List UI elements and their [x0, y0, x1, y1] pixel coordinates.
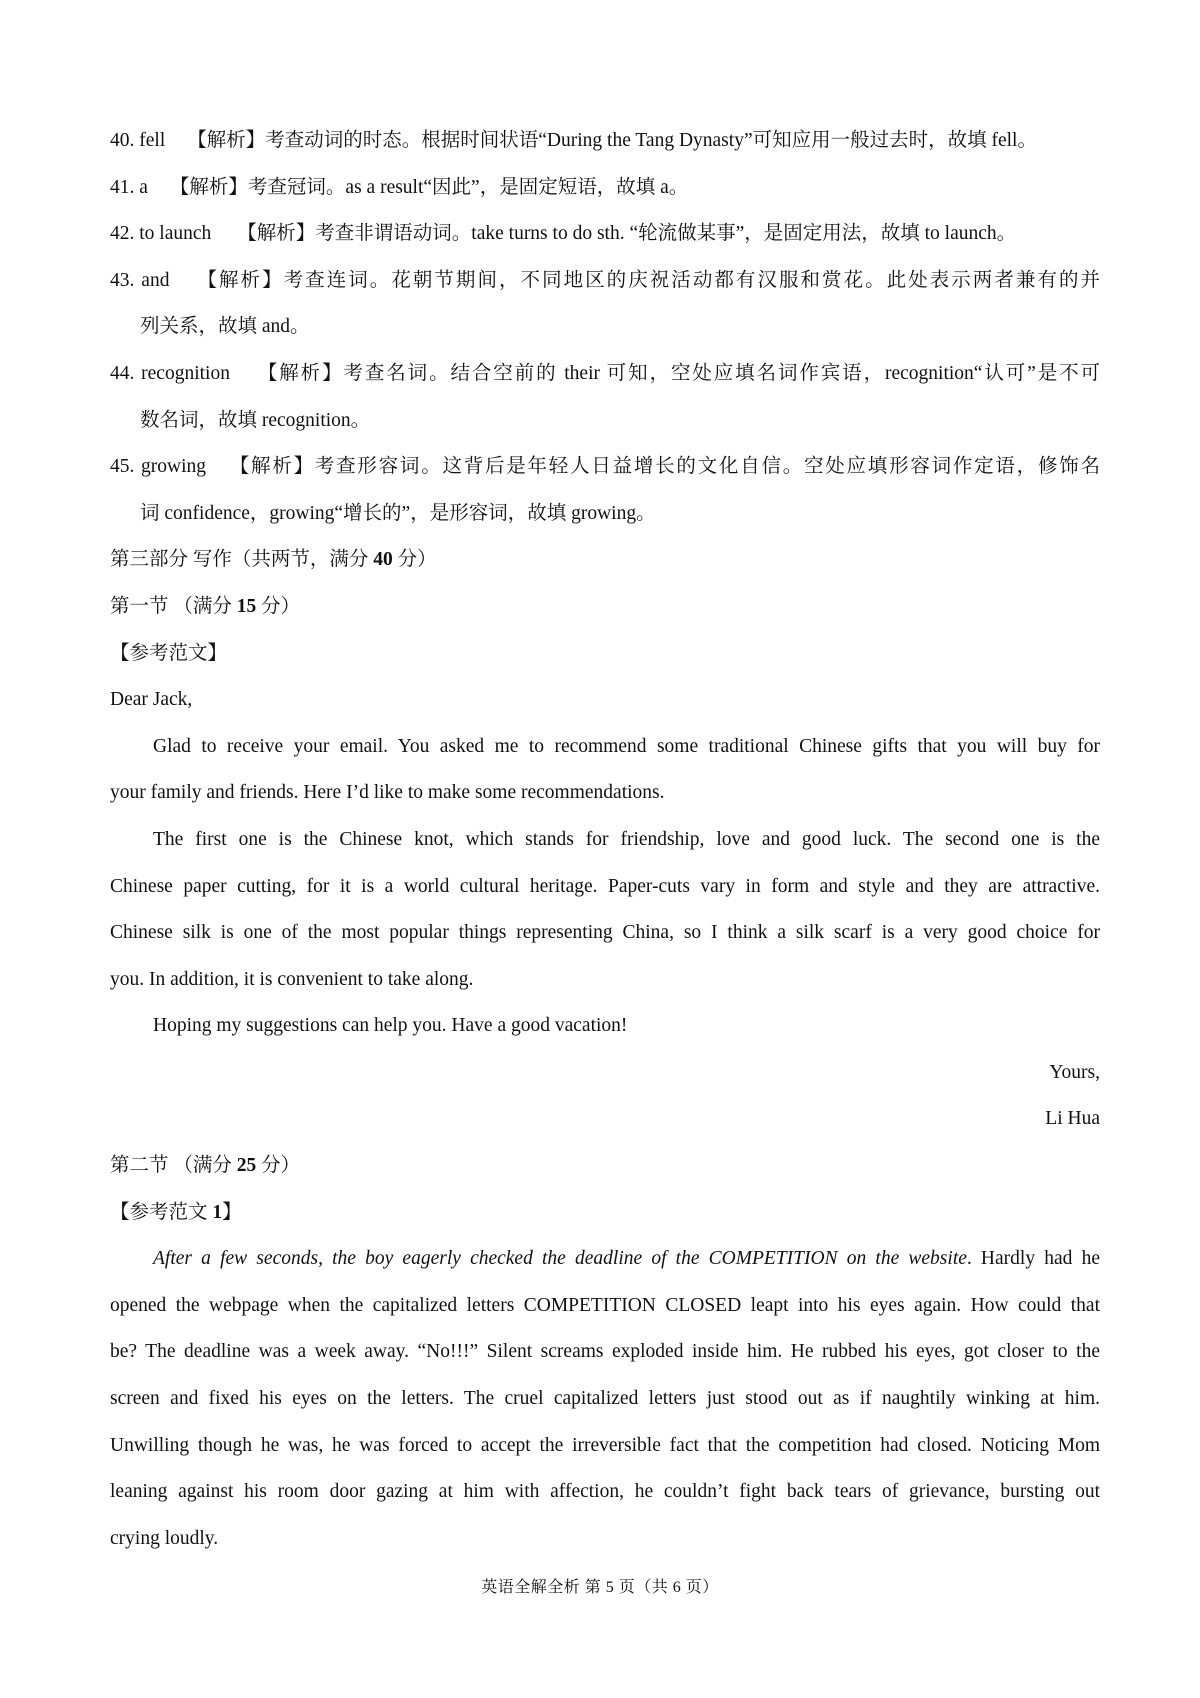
letter-paragraph-1-line-1: Glad to receive your email. You asked me to recommend some traditional Chinese gifts that you will buy for [153, 735, 1100, 757]
answer-41 [110, 165, 1100, 212]
letter-signature: Li Hua [1045, 1108, 1100, 1130]
answer-number: 40. fell [110, 130, 166, 151]
letter-closing: Yours, [1049, 1061, 1100, 1083]
part3-score: 40 [373, 549, 393, 571]
answer-44 [110, 351, 1100, 398]
analysis-tag: 【解析】 [187, 130, 266, 151]
section1-heading [110, 584, 1100, 631]
analysis-tag: 【解析】 [228, 456, 315, 478]
part3-heading [110, 537, 1100, 584]
analysis-tag: 【解析】 [237, 223, 316, 245]
analysis-tag: 【解析】 [169, 176, 248, 198]
letter-paragraph-2-line-1: The first one is the Chinese knot, which stands for friendship, love and good luck. The second one is the [153, 828, 1100, 850]
answer-43 [110, 258, 1100, 305]
letter-salutation: Dear Jack, [110, 689, 193, 711]
answer-45 [110, 444, 1100, 491]
essay-given-sentence: After a few seconds, the boy eagerly checked the deadline of the COMPETITION on the website [153, 1248, 967, 1270]
essay-line-6: leaning against his room door gazing at him with affection, he couldn’t fight back tears of grievance, bursting out [110, 1481, 1100, 1503]
answer-45-continued: 词 confidence，growing“增长的”，是形容词，故填 growing。 [140, 502, 656, 524]
answer-number: 42. to launch [110, 223, 212, 245]
reference-label-close: 】 [222, 1201, 242, 1223]
section1-reference-label: 【参考范文】 [110, 642, 228, 664]
page-footer: 英语全解全析 第 5 页（共 6 页） [481, 1579, 719, 1596]
answer-40 [110, 118, 1100, 165]
section2-heading-text: 第二节 （满分 [110, 1155, 237, 1177]
section2-reference-label [110, 1190, 1100, 1237]
section2-heading [110, 1143, 1100, 1190]
answer-44-continued: 数名词，故填 recognition。 [140, 409, 371, 431]
answer-43-continued: 列关系，故填 and。 [140, 316, 310, 338]
letter-paragraph-2-line-2: Chinese paper cutting, for it is a world cultural heritage. Paper-cuts vary in form and style and they are attractive. [110, 875, 1100, 897]
answer-number: 43. and [110, 269, 170, 291]
letter-paragraph-2-line-3: Chinese silk is one of the most popular things representing China, so I think a silk scarf is a very good choice for [110, 922, 1100, 944]
reference-label-text: 【参考范文 [110, 1201, 213, 1223]
analysis-text: 考查冠词。as a result“因此”，是固定短语，故填 a。 [247, 176, 689, 198]
answer-number: 44. recognition [110, 362, 230, 384]
analysis-text: 考查连词。花朝节期间，不同地区的庆祝活动都有汉服和赏花。此处表示两者兼有的并 [283, 269, 1100, 291]
essay-line-4: screen and fixed his eyes on the letters. The cruel capitalized letters just stood out as if naughtily winking at him. [110, 1388, 1100, 1410]
section1-heading-unit: 分） [256, 595, 301, 617]
answer-number: 45. growing [110, 456, 207, 478]
section1-heading-text: 第一节 （满分 [110, 595, 237, 617]
section2-score: 25 [236, 1155, 257, 1177]
analysis-text: 考查动词的时态。根据时间状语“During the Tang Dynasty”可知应用一般过去时，故填 fell。 [265, 130, 1037, 151]
answer-42 [110, 211, 1100, 258]
analysis-text: 考查非谓语动词。take turns to do sth. “轮流做某事”，是固定用法，故填 to launch。 [315, 223, 1017, 245]
letter-paragraph-3: Hoping my suggestions can help you. Have a good vacation! [153, 1015, 628, 1037]
answer-number: 41. a [110, 176, 148, 198]
essay-line-7: crying loudly. [110, 1527, 219, 1549]
analysis-tag: 【解析】 [195, 269, 284, 291]
analysis-tag: 【解析】 [255, 362, 344, 384]
essay-line-2: opened the webpage when the capitalized letters COMPETITION CLOSED leapt into his eyes again. How could that [110, 1294, 1100, 1316]
section1-score: 15 [236, 595, 257, 617]
section2-heading-unit: 分） [256, 1155, 301, 1177]
letter-paragraph-1-line-2: your family and friends. Here I’d like to make some recommendations. [110, 782, 665, 804]
essay-line-5: Unwilling though he was, he was forced to accept the irreversible fact that the competition had closed. Noticing Mom [110, 1434, 1100, 1456]
analysis-text: 考查形容词。这背后是年轻人日益增长的文化自信。空处应填形容词作定语，修饰名 [314, 456, 1100, 478]
part3-heading-text: 第三部分 写作（共两节，满分 [110, 549, 374, 571]
reference-label-number: 1 [212, 1201, 223, 1223]
document-page [110, 118, 1100, 1562]
letter-paragraph-2-line-4: you. In addition, it is convenient to take along. [110, 968, 474, 990]
part3-heading-unit: 分） [392, 549, 437, 571]
essay-line-1 [110, 1236, 1100, 1283]
essay-line-1-rest: . Hardly had he [966, 1248, 1100, 1270]
analysis-text: 考查名词。结合空前的 their 可知，空处应填名词作宾语，recognition“认可”是不可 [343, 362, 1100, 384]
essay-line-3: be? The deadline was a week away. “No!!!” Silent screams exploded inside him. He rubbed his eyes, got closer to the [110, 1341, 1100, 1363]
